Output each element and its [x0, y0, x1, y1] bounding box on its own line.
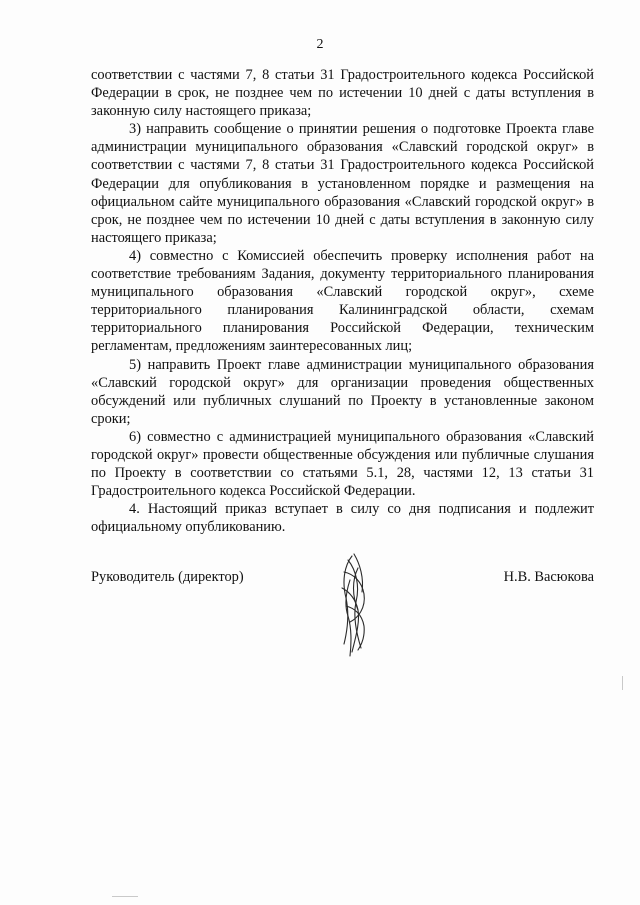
paragraph-item-3: 3) направить сообщение о принятии решения о подготовке Проекта главе администрации муниципального образования «Славский городской округ» в соответствии с частями 7, 8 статьи 31 Градостроительного кодекса Российской Федерации для опубликования в установленном порядке и размещения на официальном сайте муниципального образования «Славский городской округ» в срок, не позднее чем по истечении 10 дней с даты вступления в законную силу настоящего приказа; — [91, 121, 594, 246]
page-number: 2 — [316, 37, 324, 52]
handwritten-signature — [334, 552, 374, 658]
signature-block — [91, 568, 594, 678]
paragraph-item-6: 6) совместно с администрацией муниципального образования «Славский городской округ» провести общественные обсуждения или публичные слушания по Проекту в соответствии со статьями 5.1, 28, частями 12, 13 статьи 31 Градостроительного кодекса Российской Федерации. — [91, 428, 594, 500]
signatory-title: Руководитель (директор) — [91, 569, 244, 585]
paragraph-clause-4: 4. Настоящий приказ вступает в силу со дня подписания и подлежит официальному опубликованию. — [91, 501, 594, 536]
paragraph-continuation: соответствии с частями 7, 8 статьи 31 Градостроительного кодекса Российской Федерации в срок, не позднее чем по истечении 10 дней с даты вступления в законную силу настоящего приказа; — [91, 67, 594, 120]
paragraph-item-4: 4) совместно с Комиссией обеспечить проверку исполнения работ на соответствие требованиям Задания, документу территориального планирования муниципального образования «Славский городской округ», схеме территориального планирования Калининградской области, схемам территориального планирования Российской Федерации, техническим регламентам, предложениям заинтересованных лиц; — [91, 247, 594, 355]
document-body — [91, 66, 594, 536]
scan-artifact — [112, 896, 138, 897]
scan-artifact — [622, 676, 623, 690]
paragraph-item-5: 5) направить Проект главе администрации муниципального образования «Славский городской округ» для организации проведения общественных обсуждений или публичных слушаний по Проекту в установленные законом сроки; — [91, 356, 594, 427]
signatory-name: Н.В. Васюкова — [503, 569, 594, 585]
